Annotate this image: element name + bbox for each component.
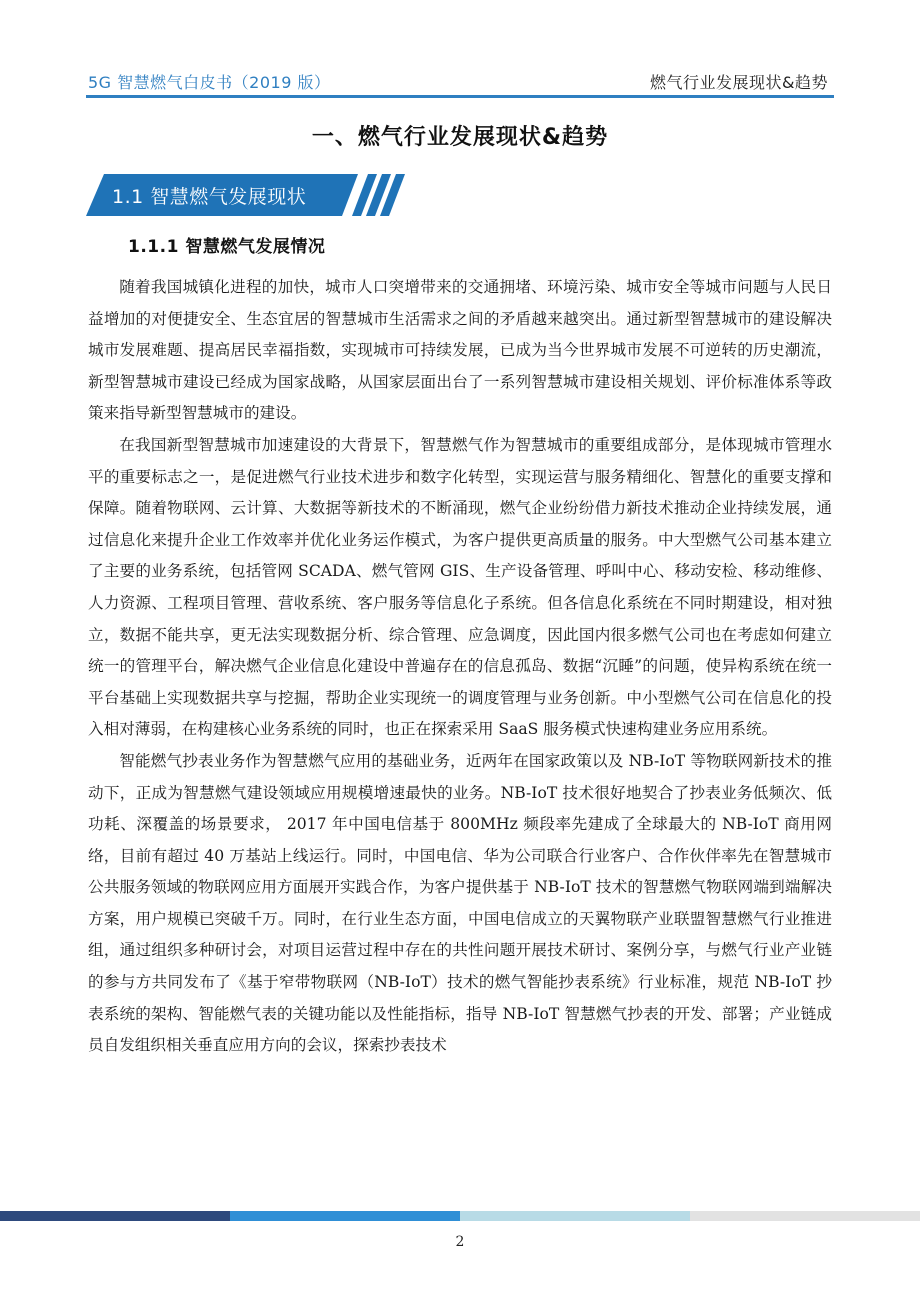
chapter-title: 一、燃气行业发展现状&趋势 <box>311 125 609 150</box>
header-document-title: 5G 智慧燃气白皮书（2019 版） <box>88 73 331 92</box>
header-rule <box>86 95 834 98</box>
footer-bar-segment <box>690 1211 920 1221</box>
footer-bar-segment <box>230 1211 460 1221</box>
paragraph: 在我国新型智慧城市加速建设的大背景下，智慧燃气作为智慧城市的重要组成部分，是体现城市管理水平的重要标志之一，是促进燃气行业技术进步和数字化转型，实现运营与服务精细化、智慧化的重要支撑和保障。随着物联网、云计算、大数据等新技术的不断涌现，燃气企业纷纷借力新技术推动企业持续发展，通过信息化来提升企业工作效率并优化业务运作模式，为客户提供更高质量的服务。中大型燃气公司基本建立了主要的业务系统，包括管网 SCADA、燃气管网 GIS、生产设备管理、呼叫中心、移动安检、移动维修、人力资源、工程项目管理、营收系统、客户服务等信息化子系统。但各信息化系统在不同时期建设，相对独立，数据不能共享，更无法实现数据分析、综合管理、应急调度，因此国内很多燃气公司也在考虑如何建立统一的管理平台，解决燃气企业信息化建设中普遍存在的信息孤岛、数据“沉睡”的问题，使异构系统在统一平台基础上实现数据共享与挖掘，帮助企业实现统一的调度管理与业务创新。中小型燃气公司在信息化的投入相对薄弱，在构建核心业务系统的同时，也正在探索采用 SaaS 服务模式快速构建业务应用系统。 <box>88 435 832 739</box>
footer-bar-segment <box>460 1211 690 1221</box>
body-text <box>88 272 832 1062</box>
section-banner <box>86 174 416 216</box>
subsection-title: 1.1.1 智慧燃气发展情况 <box>128 237 326 257</box>
paragraph: 智能燃气抄表业务作为智慧燃气应用的基础业务，近两年在国家政策以及 NB-IoT 等物联网新技术的推动下，正成为智慧燃气建设领域应用规模增速最快的业务。NB-IoT 技术很好地契合了抄表业务低频次、低功耗、深覆盖的场景要求， 2017 年中国电信基于 800MHz 频段率先建成了全球最大的 NB-IoT 商用网络，目前有超过 40 万基站上线运行。同时，中国电信、华为公司联合行业客户、合作伙伴率先在智慧城市公共服务领域的物联网应用方面展开实践合作，为客户提供基于 NB-IoT 技术的智慧燃气物联网端到端解决方案，用户规模已突破千万。同时，在行业生态方面，中国电信成立的天翼物联产业联盟智慧燃气行业推进组，通过组织多种研讨会，对项目运营过程中存在的共性问题开展技术研讨、案例分享，与燃气行业产业链的参与方共同发布了《基于窄带物联网（NB-IoT）技术的燃气智能抄表系统》行业标准，规范 NB-IoT 抄表系统的架构、智能燃气表的关键功能以及性能指标，指导 NB-IoT 智慧燃气抄表的开发、部署；产业链成员自发组织相关垂直应用方向的会议，探索抄表技术 <box>88 751 832 1055</box>
page-number: 2 <box>455 1234 465 1250</box>
header-chapter-name: 燃气行业发展现状&趋势 <box>650 73 828 92</box>
paragraph: 随着我国城镇化进程的加快，城市人口突增带来的交通拥堵、环境污染、城市安全等城市问题与人民日益增加的对便捷安全、生态宜居的智慧城市生活需求之间的矛盾越来越突出。通过新型智慧城市的建设解决城市发展难题、提高居民幸福指数，实现城市可持续发展，已成为当今世界城市发展不可逆转的历史潮流，新型智慧城市建设已经成为国家战略，从国家层面出台了一系列智慧城市建设相关规划、评价标准体系等政策来指导新型智慧城市的建设。 <box>88 278 832 423</box>
section-title: 1.1 智慧燃气发展现状 <box>112 186 307 208</box>
footer-bar-segment <box>0 1211 230 1221</box>
footer-color-bar <box>0 1211 920 1221</box>
